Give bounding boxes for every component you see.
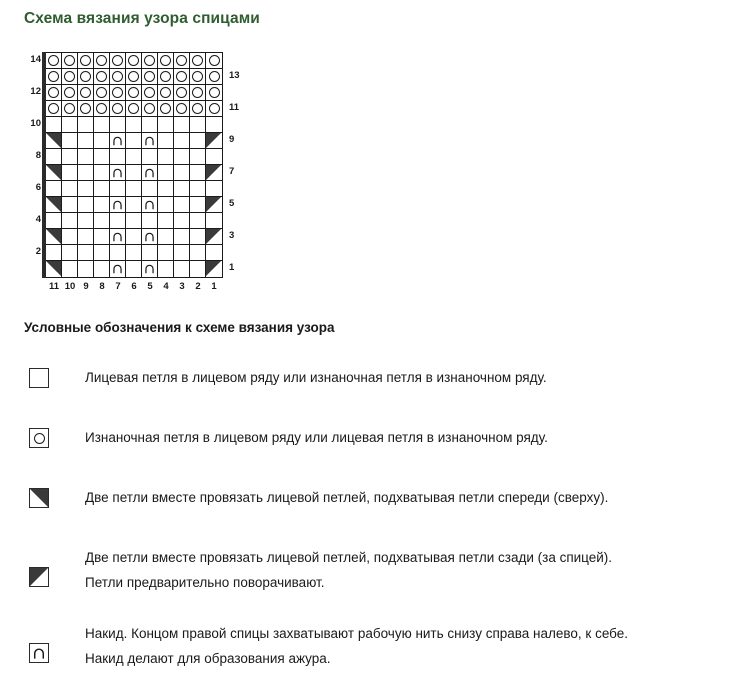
legend-item (24, 545, 724, 595)
row-number-left: 10 (30, 118, 41, 129)
legend-description (85, 485, 724, 510)
purl-circle-icon (46, 101, 62, 117)
knit-cell (126, 197, 142, 213)
purl-circle-icon (78, 101, 94, 117)
k2tog-front-triangle-icon (46, 133, 62, 149)
k2tog-front-triangle-icon (46, 165, 62, 181)
yarn-over-icon (110, 133, 126, 149)
knit-cell (158, 165, 174, 181)
knit-cell (94, 149, 110, 165)
row-number-left: 4 (35, 214, 41, 225)
purl-circle-icon (62, 69, 78, 85)
knit-square-icon (29, 368, 49, 388)
knit-cell (110, 181, 126, 197)
purl-circle-icon (46, 69, 62, 85)
legend-heading: Условные обозначения к схеме вязания узора (24, 320, 335, 335)
chart-row (46, 213, 222, 229)
knit-cell (126, 229, 142, 245)
purl-circle-icon (62, 101, 78, 117)
column-number: 1 (211, 281, 217, 292)
column-number: 11 (48, 281, 60, 292)
purl-circle-icon (110, 69, 126, 85)
knit-cell (174, 133, 190, 149)
knit-cell (158, 181, 174, 197)
knit-cell (158, 197, 174, 213)
purl-circle-icon (78, 53, 94, 69)
purl-circle-icon (142, 69, 158, 85)
knit-cell (206, 181, 222, 197)
chart-row (46, 53, 222, 69)
row-number-right: 7 (229, 166, 235, 177)
knit-cell (110, 149, 126, 165)
legend-list (24, 365, 724, 697)
triangle-front-glyph (30, 489, 48, 507)
knit-cell (62, 133, 78, 149)
knit-cell (110, 117, 126, 133)
purl-circle-icon (174, 69, 190, 85)
chart-row (46, 197, 222, 213)
knit-cell (46, 117, 62, 133)
legend-line: Изнаночная петля в лицевом ряду или лицевая петля в изнаночном ряду. (85, 430, 548, 445)
row-number-left: 8 (35, 150, 41, 161)
legend-line: Накид. Концом правой спицы захватывают рабочую нить снизу справа налево, к себе. (85, 626, 629, 641)
yarn-over-icon (29, 643, 49, 663)
k2tog-back-triangle-icon (206, 165, 222, 181)
knit-cell (174, 165, 190, 181)
chart-row (46, 133, 222, 149)
purl-circle-icon (110, 85, 126, 101)
legend-line: Петли предварительно поворачивают. (85, 575, 325, 590)
knit-cell (94, 133, 110, 149)
knit-cell (46, 213, 62, 229)
knit-cell (78, 197, 94, 213)
purl-circle-icon (158, 53, 174, 69)
knit-cell (190, 165, 206, 181)
knit-cell (174, 229, 190, 245)
k2tog-front-triangle-icon (46, 261, 62, 277)
knit-cell (126, 149, 142, 165)
yarn-over-icon (110, 261, 126, 277)
legend-description (85, 425, 724, 450)
knit-cell (78, 133, 94, 149)
purl-circle-icon (46, 85, 62, 101)
knit-cell (142, 117, 158, 133)
knit-cell (62, 229, 78, 245)
row-number-left: 2 (35, 246, 41, 257)
purl-circle-icon (78, 85, 94, 101)
purl-circle-icon (158, 69, 174, 85)
knit-cell (62, 181, 78, 197)
purl-circle-icon (126, 101, 142, 117)
knit-cell (126, 181, 142, 197)
purl-circle-icon (190, 85, 206, 101)
chart-table (24, 52, 245, 292)
purl-circle-icon (46, 53, 62, 69)
knit-cell (126, 261, 142, 277)
knit-cell (190, 261, 206, 277)
knit-cell (78, 213, 94, 229)
column-number: 6 (131, 281, 137, 292)
chart-row (46, 117, 222, 133)
column-numbers (46, 281, 222, 292)
chart-row (46, 165, 222, 181)
knit-cell (158, 245, 174, 261)
row-number-right: 1 (229, 262, 235, 273)
chart-row (46, 229, 222, 245)
k2tog-back-triangle-icon (206, 197, 222, 213)
purl-circle-icon (126, 53, 142, 69)
triangle-back-glyph (30, 568, 48, 586)
yarn-over-icon (142, 261, 158, 277)
purl-circle-icon (110, 101, 126, 117)
chart-row (46, 245, 222, 261)
chart-body (24, 52, 245, 278)
purl-circle-icon (206, 85, 222, 101)
knit-cell (158, 213, 174, 229)
knit-cell (190, 213, 206, 229)
row-numbers-right (223, 52, 245, 276)
knit-cell (78, 165, 94, 181)
purl-circle-icon (62, 53, 78, 69)
chart-row (46, 181, 222, 197)
knit-cell (158, 149, 174, 165)
knit-cell (78, 149, 94, 165)
column-number: 5 (147, 281, 153, 292)
purl-circle-icon (158, 85, 174, 101)
column-number: 9 (83, 281, 89, 292)
purl-circle-glyph (34, 433, 45, 444)
purl-circle-icon (158, 101, 174, 117)
chart-row (46, 85, 222, 101)
purl-circle-icon (126, 69, 142, 85)
knit-cell (62, 213, 78, 229)
knit-cell (94, 245, 110, 261)
knit-cell (78, 181, 94, 197)
purl-circle-icon (190, 101, 206, 117)
chart-row (46, 261, 222, 277)
row-number-right: 3 (229, 230, 235, 241)
purl-circle-icon (206, 53, 222, 69)
knit-cell (190, 133, 206, 149)
row-number-right: 9 (229, 134, 235, 145)
knit-cell (206, 245, 222, 261)
purl-circle-icon (142, 101, 158, 117)
row-number-right: 13 (229, 70, 240, 81)
k2tog-back-triangle-icon (206, 261, 222, 277)
purl-circle-icon (190, 69, 206, 85)
legend-item (24, 621, 724, 671)
knit-cell (126, 245, 142, 261)
knit-cell (78, 261, 94, 277)
knit-cell (142, 245, 158, 261)
knit-cell (94, 261, 110, 277)
chart-row (46, 69, 222, 85)
knit-cell (46, 181, 62, 197)
knit-cell (190, 181, 206, 197)
purl-circle-icon (174, 53, 190, 69)
row-number-left: 12 (30, 86, 41, 97)
knit-cell (94, 197, 110, 213)
knit-cell (158, 117, 174, 133)
knit-cell (94, 117, 110, 133)
purl-circle-icon (174, 85, 190, 101)
legend-description (85, 545, 724, 595)
purl-circle-icon (190, 53, 206, 69)
knit-cell (158, 229, 174, 245)
purl-circle-icon (206, 69, 222, 85)
knit-cell (206, 213, 222, 229)
knit-cell (46, 245, 62, 261)
knit-cell (62, 197, 78, 213)
knit-cell (158, 133, 174, 149)
yarn-over-icon (110, 229, 126, 245)
knit-cell (126, 117, 142, 133)
knit-cell (78, 117, 94, 133)
knit-cell (190, 229, 206, 245)
purl-circle-icon (94, 53, 110, 69)
purl-circle-icon (126, 85, 142, 101)
knit-cell (62, 117, 78, 133)
knit-cell (46, 149, 62, 165)
yarn-over-icon (142, 133, 158, 149)
purl-circle-icon (206, 101, 222, 117)
legend-line: Накид делают для образования ажура. (85, 651, 331, 666)
knit-cell (78, 229, 94, 245)
knit-cell (126, 165, 142, 181)
knit-cell (206, 117, 222, 133)
knit-cell (190, 245, 206, 261)
column-number: 7 (115, 281, 121, 292)
column-number: 3 (179, 281, 185, 292)
knit-cell (94, 165, 110, 181)
row-number-left: 14 (30, 54, 41, 65)
column-number: 10 (64, 281, 76, 292)
k2tog-back-triangle-icon (29, 567, 49, 587)
row-number-right: 11 (229, 102, 240, 113)
row-number-left: 6 (35, 182, 41, 193)
purl-circle-icon (94, 85, 110, 101)
purl-circle-icon (142, 85, 158, 101)
chart-grid (46, 52, 223, 278)
legend-line: Две петли вместе провязать лицевой петлей, подхватывая петли спереди (сверху). (85, 490, 609, 505)
knit-cell (78, 245, 94, 261)
yarn-over-icon (142, 197, 158, 213)
knit-cell (142, 149, 158, 165)
k2tog-front-triangle-icon (46, 197, 62, 213)
column-number: 2 (195, 281, 201, 292)
knit-cell (110, 245, 126, 261)
k2tog-front-triangle-icon (46, 229, 62, 245)
chart-row (46, 149, 222, 165)
knit-cell (94, 229, 110, 245)
pattern-chart (24, 52, 245, 292)
yarn-over-icon (142, 229, 158, 245)
knit-cell (94, 213, 110, 229)
knit-cell (142, 181, 158, 197)
knit-cell (174, 213, 190, 229)
knit-cell (190, 149, 206, 165)
knit-cell (190, 197, 206, 213)
knit-cell (174, 261, 190, 277)
legend-item (24, 425, 724, 459)
knit-cell (110, 213, 126, 229)
knit-cell (206, 149, 222, 165)
column-number: 8 (99, 281, 105, 292)
legend-item (24, 365, 724, 399)
purl-circle-icon (142, 53, 158, 69)
chart-row (46, 101, 222, 117)
legend-description (85, 365, 724, 390)
purl-circle-icon (29, 428, 49, 448)
knit-cell (174, 245, 190, 261)
knit-cell (62, 165, 78, 181)
purl-circle-icon (78, 69, 94, 85)
yarn-over-icon (110, 165, 126, 181)
purl-circle-icon (174, 101, 190, 117)
knit-cell (190, 117, 206, 133)
legend-line: Лицевая петля в лицевом ряду или изнаночная петля в изнаночном ряду. (85, 370, 547, 385)
purl-circle-icon (62, 85, 78, 101)
yarn-over-icon (142, 165, 158, 181)
knit-cell (94, 181, 110, 197)
knit-cell (126, 133, 142, 149)
k2tog-front-triangle-icon (29, 488, 49, 508)
legend-item (24, 485, 724, 519)
k2tog-back-triangle-icon (206, 133, 222, 149)
knit-cell (126, 213, 142, 229)
legend-line: Две петли вместе провязать лицевой петлей, подхватывая петли сзади (за спицей). (85, 550, 613, 565)
yarn-over-icon (110, 197, 126, 213)
purl-circle-icon (110, 53, 126, 69)
purl-circle-icon (94, 69, 110, 85)
knit-cell (62, 245, 78, 261)
page-title: Схема вязания узора спицами (24, 10, 260, 27)
knit-cell (174, 117, 190, 133)
row-number-right: 5 (229, 198, 235, 209)
knit-cell (62, 261, 78, 277)
legend-description (85, 621, 724, 671)
k2tog-back-triangle-icon (206, 229, 222, 245)
knit-cell (174, 181, 190, 197)
knit-cell (142, 213, 158, 229)
knit-cell (174, 149, 190, 165)
knit-cell (62, 149, 78, 165)
purl-circle-icon (94, 101, 110, 117)
knit-cell (174, 197, 190, 213)
column-number: 4 (163, 281, 169, 292)
knit-cell (158, 261, 174, 277)
